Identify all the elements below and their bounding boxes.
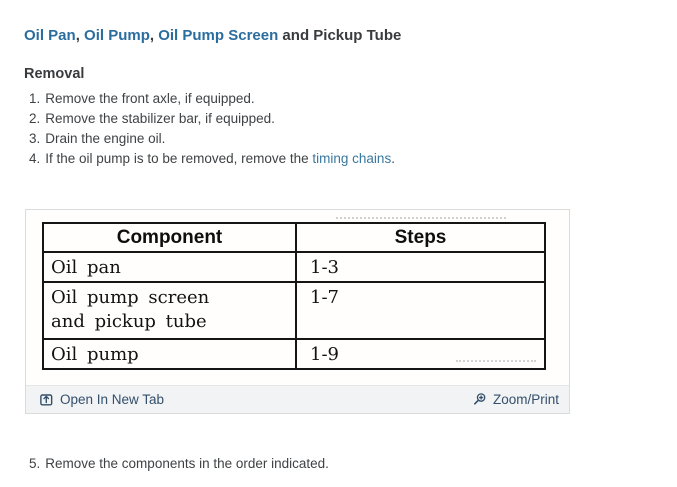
table-cell-component: Oil pump screen and pickup tube xyxy=(43,282,296,339)
removal-heading: Removal xyxy=(24,66,85,82)
zoom-print-label: Zoom/Print xyxy=(492,392,559,407)
step-number: 1. xyxy=(29,91,41,106)
list-item xyxy=(29,129,653,149)
zoom-in-icon xyxy=(472,392,487,407)
step-number: 3. xyxy=(29,131,41,146)
step-text xyxy=(45,149,395,169)
scan-artifact xyxy=(336,217,506,219)
open-in-new-tab-label: Open In New Tab xyxy=(60,392,165,407)
table-cell-steps: 1-7 xyxy=(296,282,545,339)
table-cell-component: Oil pan xyxy=(43,252,296,282)
table-row xyxy=(43,282,545,339)
open-in-new-tab-button[interactable] xyxy=(39,392,164,407)
document-page xyxy=(24,26,653,474)
list-item xyxy=(29,89,653,109)
step-text: Remove the stabilizer bar, if equipped. xyxy=(45,111,275,126)
oil-pump-screen-link[interactable]: Oil Pump Screen xyxy=(158,27,279,44)
step-text-segment: If the oil pump is to be removed, remove the xyxy=(45,151,313,166)
component-steps-table xyxy=(42,222,546,370)
table-header-component: Component xyxy=(43,223,296,252)
step-text: Remove the front axle, if equipped. xyxy=(45,91,255,106)
step-text: Drain the engine oil. xyxy=(45,131,166,146)
table-cell-component: Oil pump xyxy=(43,339,296,369)
timing-chains-link[interactable]: timing chains xyxy=(312,151,392,166)
image-panel-toolbar xyxy=(26,385,569,413)
step-text: Remove the components in the order indicated. xyxy=(45,456,329,471)
list-item xyxy=(29,109,653,129)
step-number: 5. xyxy=(29,456,41,471)
open-in-new-tab-icon xyxy=(39,392,54,407)
list-item xyxy=(29,149,653,169)
step-text-segment: . xyxy=(391,151,395,166)
scan-artifact xyxy=(456,360,536,362)
title-rest: and Pickup Tube xyxy=(278,27,402,44)
table-cell-steps: 1-3 xyxy=(296,252,545,282)
embedded-image-panel xyxy=(25,209,570,414)
table-row xyxy=(43,339,545,369)
list-item xyxy=(29,454,653,474)
title-separator: , xyxy=(149,27,159,44)
title-separator: , xyxy=(75,27,85,44)
removal-steps-list xyxy=(29,89,653,169)
table-row xyxy=(43,252,545,282)
zoom-print-button[interactable] xyxy=(472,392,559,407)
table-cell-steps: 1-9 xyxy=(296,339,545,369)
oil-pump-link[interactable]: Oil Pump xyxy=(84,27,150,44)
page-title xyxy=(24,26,653,45)
step-number: 4. xyxy=(29,151,41,166)
oil-pan-link[interactable]: Oil Pan xyxy=(24,27,76,44)
table-header-row xyxy=(43,223,545,252)
table-header-steps: Steps xyxy=(296,223,545,252)
scanned-table-image xyxy=(26,210,569,385)
step-number: 2. xyxy=(29,111,41,126)
